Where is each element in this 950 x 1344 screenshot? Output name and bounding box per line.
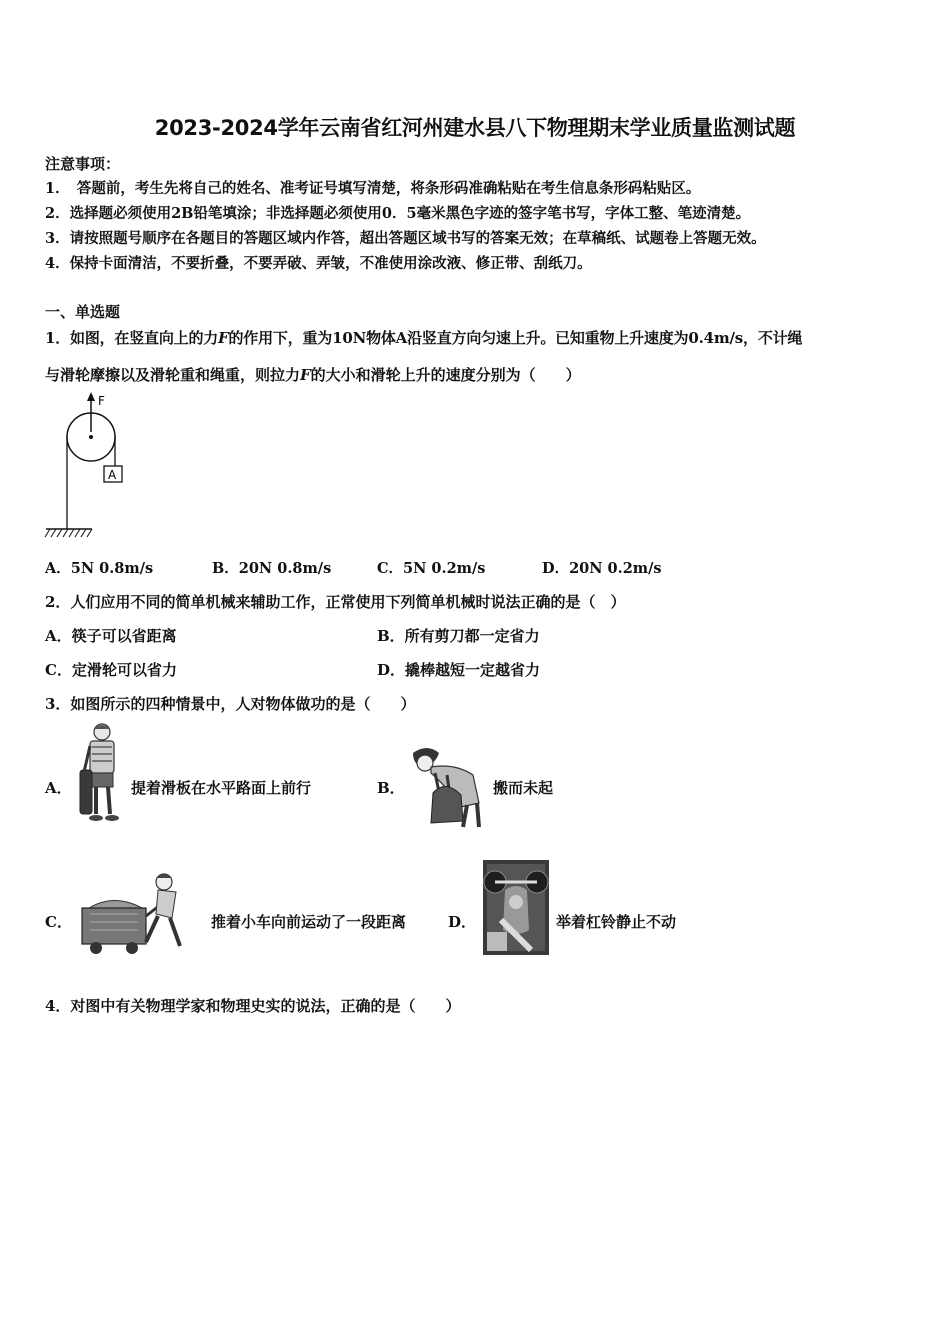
q1-option-b[interactable]: B．20N 0.8m/s	[212, 560, 332, 577]
force-arrow-head	[87, 392, 95, 401]
q1-option-d[interactable]: D．20N 0.2m/s	[542, 560, 662, 577]
notice-heading: 注意事项：	[45, 155, 121, 173]
q1-stem-line2	[45, 364, 581, 385]
q3-option-a-letter[interactable]: A．	[45, 779, 72, 797]
q1-stem-line1	[45, 327, 802, 348]
q1-force-symbol: F	[218, 329, 229, 347]
q1-text-d: 的大小和滑轮上升的速度分别为（ ）	[310, 366, 581, 384]
block-label: A	[108, 468, 117, 482]
section-heading: 一、单选题	[45, 303, 121, 321]
page-title: 2023-2024学年云南省红河州建水县八下物理期末学业质量监测试题	[154, 116, 796, 140]
q2-option-d[interactable]: D．撬棒越短一定越省力	[377, 661, 541, 679]
notice-item-1: 1． 答题前，考生先将自己的姓名、准考证号填写清楚，将条形码准确粘贴在考生信息条形码粘贴区。	[45, 180, 701, 197]
ground-hatching	[45, 529, 92, 537]
cart-pushing-image	[72, 862, 207, 957]
q2-option-c[interactable]: C．定滑轮可以省力	[45, 661, 177, 679]
q1-force-symbol-2: F	[300, 366, 311, 384]
force-label: F	[98, 394, 105, 408]
notice-item-3: 3．请按照题号顺序在各题目的答题区域内作答，超出答题区域书写的答案无效；在草稿纸、试题卷上答题无效。	[45, 230, 766, 247]
q3-option-b-text[interactable]: 搬而未起	[493, 779, 554, 797]
q3-option-c-text[interactable]: 推着小车向前运动了一段距离	[211, 913, 407, 931]
q1-option-c[interactable]: C．5N 0.2m/s	[377, 560, 486, 577]
q3-stem: 3．如图所示的四种情景中，人对物体做功的是（ ）	[45, 695, 416, 713]
q1-text-c: 与滑轮摩擦以及滑轮重和绳重，则拉力	[45, 366, 301, 384]
q3-option-a-text[interactable]: 提着滑板在水平路面上前行	[131, 779, 312, 797]
q2-option-a[interactable]: A．筷子可以省距离	[45, 627, 177, 645]
q4-stem: 4．对图中有关物理学家和物理史实的说法，正确的是（ ）	[45, 997, 461, 1015]
q3-option-c-letter[interactable]: C．	[45, 913, 72, 931]
q1-text-a: 1．如图，在竖直向上的力	[45, 329, 219, 347]
barbell-photo-image	[483, 860, 549, 955]
pulley-figure	[40, 392, 150, 542]
q1-text-b: 的作用下，重为10N物体A沿竖直方向匀速上升。已知重物上升速度为0.4m/s，不计绳	[228, 329, 803, 347]
q2-stem: 2．人们应用不同的简单机械来辅助工作，正常使用下列简单机械时说法正确的是（ ）	[45, 593, 626, 611]
q3-option-b-letter[interactable]: B．	[377, 779, 405, 797]
pulley-axle	[89, 435, 93, 439]
q2-option-b[interactable]: B．所有剪刀都一定省力	[377, 627, 540, 645]
skateboard-person-image	[70, 722, 130, 827]
q1-option-a[interactable]: A．5N 0.8m/s	[45, 560, 154, 577]
q3-option-d-text[interactable]: 举着杠铃静止不动	[556, 913, 677, 931]
notice-item-4: 4．保持卡面清洁，不要折叠，不要弄破、弄皱，不准使用涂改液、修正带、刮纸刀。	[45, 255, 592, 272]
lifting-person-image	[405, 745, 490, 830]
notice-item-2: 2．选择题必须使用2B铅笔填涂；非选择题必须使用0．5毫米黑色字迹的签字笔书写，字体工整、笔迹清楚。	[45, 205, 751, 222]
q3-option-d-letter[interactable]: D．	[448, 913, 477, 931]
